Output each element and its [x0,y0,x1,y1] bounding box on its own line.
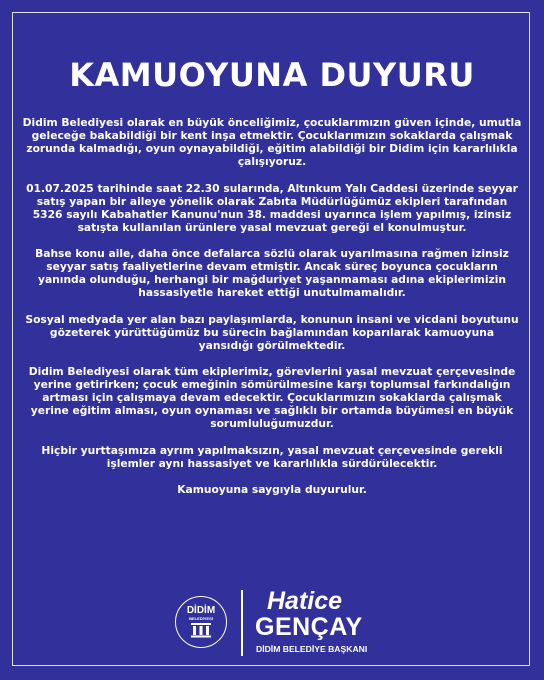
paragraph-2: 01.07.2025 tarihinde saat 22.30 sularında, Altınkum Yalı Caddesi üzerinde seyyar satış yapan bir aileye yönelik olarak Zabıta Müdürlüğümüz ekipleri tarafından 5326 sayılı Kabahatler Kanunu'nun 38. maddesi uyarınca işlem yapılmış, izinsiz satışta kullanılan ürünlere yasal mevzuat gereği el konulmuştur. [26,181,518,234]
announcement-body [22,116,522,496]
page-title: KAMUOYUNA DUYURU [69,56,475,94]
municipality-logo-icon [175,596,227,648]
footer-divider [241,590,243,656]
columns-icon [190,622,212,638]
paragraph-1: Didim Belediyesi olarak en büyük önceliğimiz, çocuklarımızın güven içinde, umutla geleceğe bakabildiği bir kent inşa etmektir. Çocuklarımızın sokaklarda çalışmak zorunda kalmadığı, oyun oynayabildiği, eğitim alabildiği bir Didim için kararlılıkla çalışıyoruz. [22,116,522,168]
signature-first-name: Hatice [267,587,343,615]
signature-last-name: GENÇAY [255,613,363,641]
paragraph-7: Kamuoyuna saygıyla duyurulur. [177,483,367,496]
logo-subtext: BELEDİYESİ [189,616,213,621]
paragraph-5: Didim Belediyesi olarak tüm ekiplerimiz, görevlerini yasal mevzuat çerçevesinde yerine getirirken; çocuk emeğinin sömürülmesine karşı toplumsal farkındalığın artması için çalışmaya devam edecektir. Çocuklarımızın sokaklarda çalışmak yerine eğitim alması, oyun oynaması ve sağlıklı bir ortamda büyümesi en büyük sorumluluğumuzdur. [28,365,516,430]
paragraph-6: Hiçbir yurttaşımıza ayrım yapılmaksızın, yasal mevzuat çerçevesinde gerekli işlemler aynı hassasiyet ve kararlılıkla sürdürülecektir. [41,443,503,470]
signature-footer [0,588,544,660]
paragraph-4: Sosyal medyada yer alan bazı paylaşımlarda, konunun insani ve vicdani boyutunu gözeterek yürüttüğümüz bu sürecin bağlamından koparılarak kamuoyuna yansıdığı görülmektedir. [25,312,519,352]
paragraph-3: Bahse konu aile, daha önce defalarca sözlü olarak uyarılmasına rağmen izinsiz seyyar satış faaliyetlerine devam etmiştir. Ancak süreç boyunca çocukların yanında olunduğu, herhangi bir mağduriyet yaşanmaması adına ekiplerimizin hassasiyetle hareket ettiği unutulmamalıdır. [35,247,509,299]
logo-text: DİDİM [186,605,216,616]
signature-role: DİDİM BELEDİYE BAŞKANI [256,644,368,654]
